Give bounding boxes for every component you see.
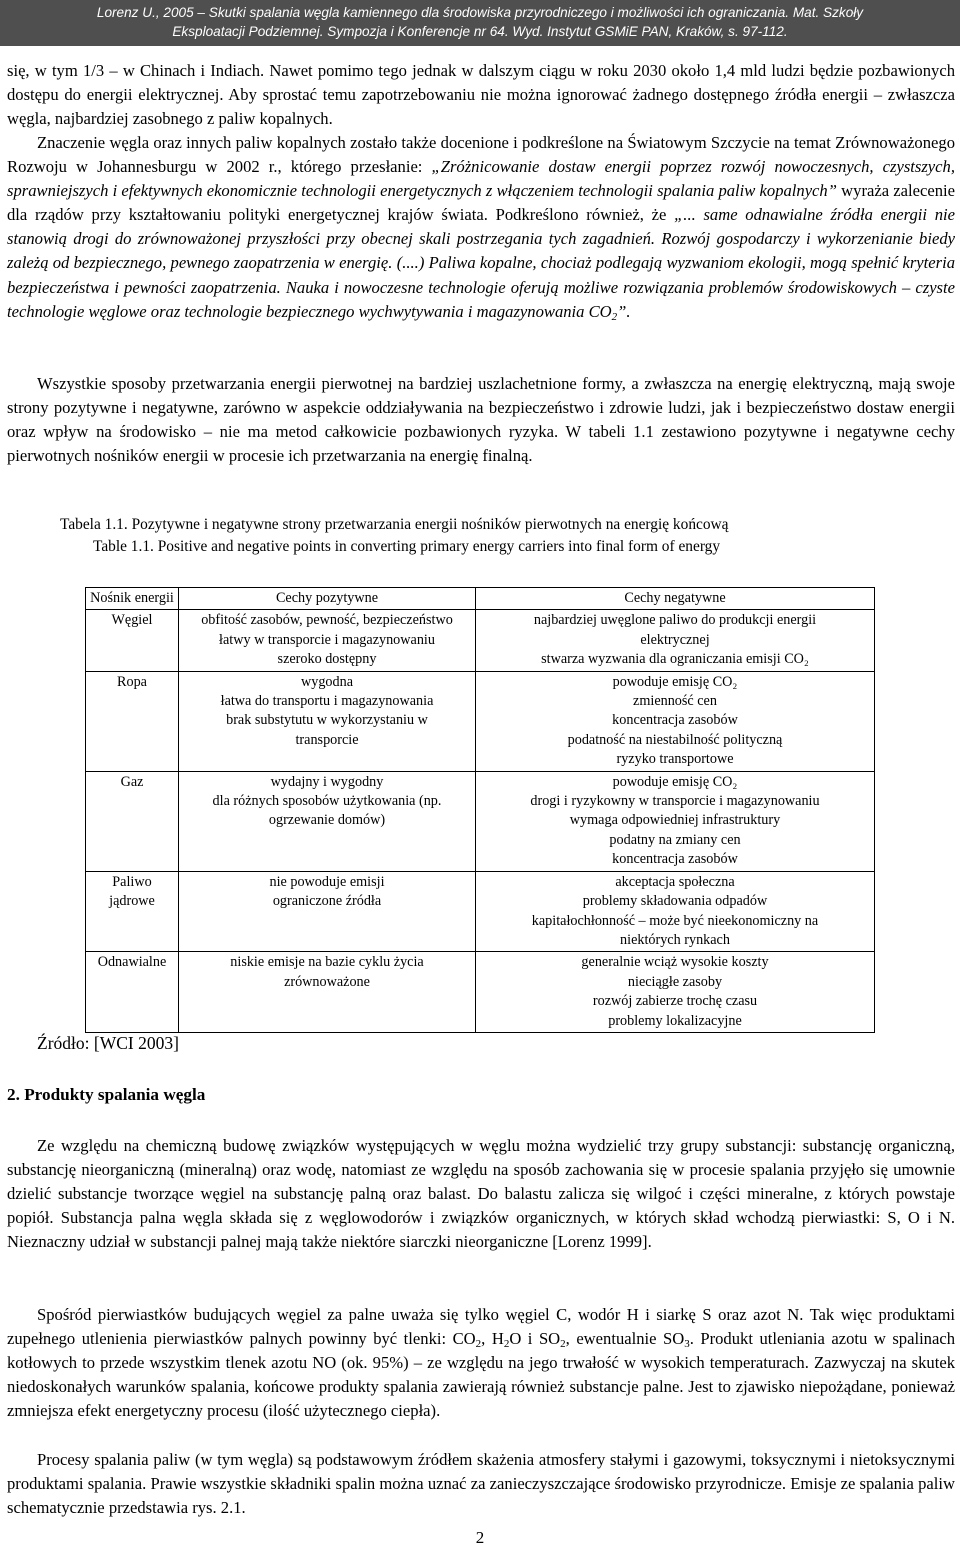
- cell-line: nie powoduje emisji: [269, 873, 385, 890]
- cell-line: rozwój zabierze trochę czasu: [592, 993, 758, 1010]
- cell-line: niektórych rynkach: [620, 931, 730, 948]
- cell-carrier: Paliwo jądrowe: [86, 871, 179, 952]
- table-row: [86, 771, 875, 871]
- cell-negative: [476, 671, 875, 771]
- cell-line: brak substytutu w wykorzystaniu w: [226, 712, 428, 729]
- cell-line: łatwy w transporcie i magazynowaniu: [219, 631, 435, 648]
- cell-line: transporcie: [295, 731, 359, 748]
- table-row: [86, 671, 875, 771]
- column-header-positive: Cechy pozytywne: [179, 588, 476, 610]
- cell-line: akceptacja społeczna: [615, 873, 735, 890]
- paragraph-text: O i SO: [509, 1329, 561, 1349]
- cell-carrier: Węgiel: [86, 610, 179, 671]
- cell-line: zmienność cen: [633, 693, 717, 710]
- paragraph-intro: się, w tym 1/3 – w Chinach i Indiach. Nawet pomimo tego jednak w dalszym ciągu w roku 2030 około 1,4 mld ludzi będzie pozbawionych dostępu do energii elektrycznej. Aby sprostać temu zapotrzebowaniu nie można ignorować żadnego dostępnego źródła energii – zwłaszcza węgla, najbardziej zasobnego z paliw kopalnych.: [7, 61, 955, 129]
- cell-line: ogrzewanie domów): [268, 812, 386, 829]
- cell-line: generalnie wciąż wysokie koszty: [581, 954, 769, 971]
- cell-negative: [476, 771, 875, 871]
- cell-line: podatność na niestabilność polityczną: [567, 731, 783, 748]
- cell-line: powoduje emisję CO₂: [612, 673, 738, 690]
- cell-positive: [179, 952, 476, 1033]
- cell-negative: [476, 610, 875, 671]
- paragraph-johannesburg: [7, 131, 955, 324]
- cell-positive: [179, 871, 476, 952]
- cell-positive: [179, 610, 476, 671]
- cell-line: dla różnych sposobów użytkowania (np.: [212, 793, 442, 810]
- cell-negative: [476, 952, 875, 1033]
- paragraph-text: . Produkt utleniania azotu w spalinach kotłowych to przede wszystkim tlenek azotu NO (ok. 95%) – ze względu na jego trwałość w wysokich temperaturach. Zazwyczaj na skutek niedoskonałych warunków spalania, końcowe produkty spalania zawierają również substancje palne. Jest to zjawisko niepożądane, ponieważ zmniejsza efekt energetyczny procesu (ilość użytecznego ciepła).: [7, 1329, 956, 1421]
- cell-carrier: Odnawialne: [86, 952, 179, 1033]
- page-number: 2: [475, 1528, 485, 1547]
- header-citation-line-1: Lorenz U., 2005 – Skutki spalania węgla kamiennego dla środowiska przyrodniczego i możliwości ich ograniczania. Mat. Szkoły: [96, 5, 864, 20]
- column-header-carrier: Nośnik energii: [86, 588, 179, 610]
- table-caption-polish: Tabela 1.1. Pozytywne i negatywne strony przetwarzania energii nośników pierwotnych na energię końcową: [60, 516, 729, 533]
- subscript: 2: [475, 1338, 482, 1351]
- paragraph-coal-composition: Ze względu na chemiczną budowę związków występujących w węglu można wydzielić trzy grupy substancji: substancję organiczną, substancję nieorganiczną (mineralną) oraz wodę, natomiast ze względu na sposób zachowania się w procesie spalania przyjęło się umownie dzielić substancje tworzące węgiel na substancję palną oraz balast. Do balastu zalicza się wilgoć i części mineralne, z których powstaje popiół. Substancja palna węgla składa się z węglowodorów i związków organicznych, w których skład wchodzą pierwiastki: S, O i N. Nieznaczny udział w substancji palnej mają także niektóre siarczki nieorganiczne [Lorenz 1999].: [7, 1136, 955, 1252]
- cell-line: podatny na zmiany cen: [609, 831, 741, 848]
- paragraph-text: Znaczenie węgla oraz innych paliw kopalnych zostało także docenione i podkreślone na Światowym Szczycie na temat Zrównoważonego Rozwoju w Johannesburgu w 2002 r., którego przesłanie:: [7, 133, 955, 177]
- cell-line: najbardziej uwęglone paliwo do produkcji energii: [533, 612, 817, 629]
- cell-carrier: Ropa: [86, 671, 179, 771]
- table-caption-english: Table 1.1. Positive and negative points in converting primary energy carriers into final form of energy: [93, 538, 721, 555]
- page-header: [0, 0, 960, 46]
- cell-line: ryzyko transportowe: [616, 751, 734, 768]
- cell-line: powoduje emisję CO₂: [612, 773, 738, 790]
- table-caption: [60, 514, 940, 558]
- paragraph-combustion-products: [7, 1303, 955, 1423]
- cell-line: łatwa do transportu i magazynowania: [220, 693, 434, 710]
- table-row: [86, 871, 875, 952]
- paragraph-text: wyraża zalecenie dla rządów przy kształtowaniu polityki energetycznej krajów świata. Podkreślono również, że: [7, 181, 955, 225]
- quote-end: ”.: [617, 301, 631, 321]
- quote-text: „... same odnawialne źródła energii nie stanowią drogi do zrównoważonej przyszłości przy obecnej skali postrzegania tych zagadnień. Rozwój gospodarczy i wykorzenianie biedy zależą od bezpiecznego, pewnego zaopatrzenia w energię. (....) Paliwa kopalne, chociaż podlegają wyzwaniom ekologii, mogą spełnić kryteria bezpieczeństwa i pewności zaopatrzenia. Nauka i nowoczesne technologie oferują możliwe rozwiązania problemów środowiskowych – czyste technologie węglowe oraz technologie bezpiecznego wychwytywania i magazynowania CO: [7, 205, 955, 321]
- cell-line: koncentracja zasobów: [612, 851, 738, 868]
- table-source: Źródło: [WCI 2003]: [37, 1033, 179, 1053]
- cell-negative: [476, 871, 875, 952]
- table-body: [86, 610, 875, 1033]
- table-header-row: [86, 588, 875, 610]
- paragraph-text: , H: [481, 1329, 504, 1349]
- quote-diversification: „Zróżnicowanie dostaw energii poprzez rozwój nowoczesnych, czystszych, sprawniejszych i efektywnych ekonomicznie technologii energetycznych z włączeniem technologii spalania paliw kopalnych”: [7, 157, 955, 201]
- paragraph-text: Spośród pierwiastków budujących węgiel za palne uważa się tylko węgiel C, wodór H i siarkę S oraz azot N. Tak więc produktami zupełnego utlenienia pierwiastków palnych powinny być tlenki: CO: [7, 1305, 955, 1349]
- cell-line: drogi i ryzykowny w transporcie i magazynowaniu: [530, 793, 820, 810]
- cell-line: koncentracja zasobów: [612, 712, 738, 729]
- cell-line: problemy lokalizacyjne: [608, 1012, 742, 1029]
- cell-line: szeroko dostępny: [277, 651, 377, 668]
- subscript: 3: [684, 1338, 690, 1351]
- cell-line: wydajny i wygodny: [270, 773, 384, 790]
- cell-line: kapitałochłonność – może być nieekonomiczny na: [531, 912, 819, 929]
- paragraph-emissions: Procesy spalania paliw (w tym węgla) są podstawowym źródłem skażenia atmosfery stałymi i gazowymi, toksycznymi i nietoksycznymi produktami spalania. Prawie wszystkie składniki spalin można uznać za zanieczyszczające środowisko przyrodnicze. Emisje ze spalania paliw schematycznie przedstawia rys. 2.1.: [7, 1450, 955, 1518]
- cell-line: problemy składowania odpadów: [582, 893, 768, 910]
- subscript: 2: [611, 310, 618, 323]
- cell-line: elektrycznej: [640, 631, 710, 648]
- cell-line: nieciągłe zasoby: [627, 973, 723, 990]
- header-citation-line-2: Eksploatacji Podziemnej. Sympozja i Konferencje nr 64. Wyd. Instytut GSMiE PAN, Kraków, s. 97-112.: [172, 24, 788, 39]
- cell-line: wymaga odpowiedniej infrastruktury: [569, 812, 781, 829]
- subscript: 2: [503, 1338, 510, 1351]
- cell-line: ograniczone źródła: [272, 893, 382, 910]
- cell-line: stwarza wyzwania dla ograniczania emisji CO₂: [541, 651, 809, 668]
- cell-line: obfitość zasobów, pewność, bezpieczeństwo: [201, 612, 453, 629]
- section-title: 2. Produkty spalania węgla: [7, 1085, 206, 1104]
- cell-line: niskie emisje na bazie cyklu życia: [230, 954, 424, 971]
- table-row: [86, 952, 875, 1033]
- paragraph-conversion: Wszystkie sposoby przetwarzania energii pierwotnej na bardziej uszlachetnione formy, a zwłaszcza na energię elektryczną, mają swoje strony pozytywne i negatywne, zarówno w aspekcie oddziaływania na bezpieczeństwo i zdrowie ludzi, jak i bezpieczeństwo dostaw energii oraz wpływ na środowisko – nie ma metod całkowicie pozbawionych ryzyka. W tabeli 1.1 zestawiono pozytywne i negatywne cechy pierwotnych nośników energii w procesie ich przetwarzania na energię finalną.: [7, 374, 955, 466]
- cell-line: zrównoważone: [284, 973, 370, 990]
- energy-carriers-table: [85, 587, 875, 1033]
- cell-positive: [179, 671, 476, 771]
- cell-positive: [179, 771, 476, 871]
- cell-line: wygodna: [300, 673, 353, 690]
- cell-carrier: Gaz: [86, 771, 179, 871]
- paragraph-text: , ewentualnie SO: [565, 1329, 685, 1349]
- column-header-negative: Cechy negatywne: [476, 588, 875, 610]
- table-row: [86, 610, 875, 671]
- subscript: 2: [560, 1338, 566, 1351]
